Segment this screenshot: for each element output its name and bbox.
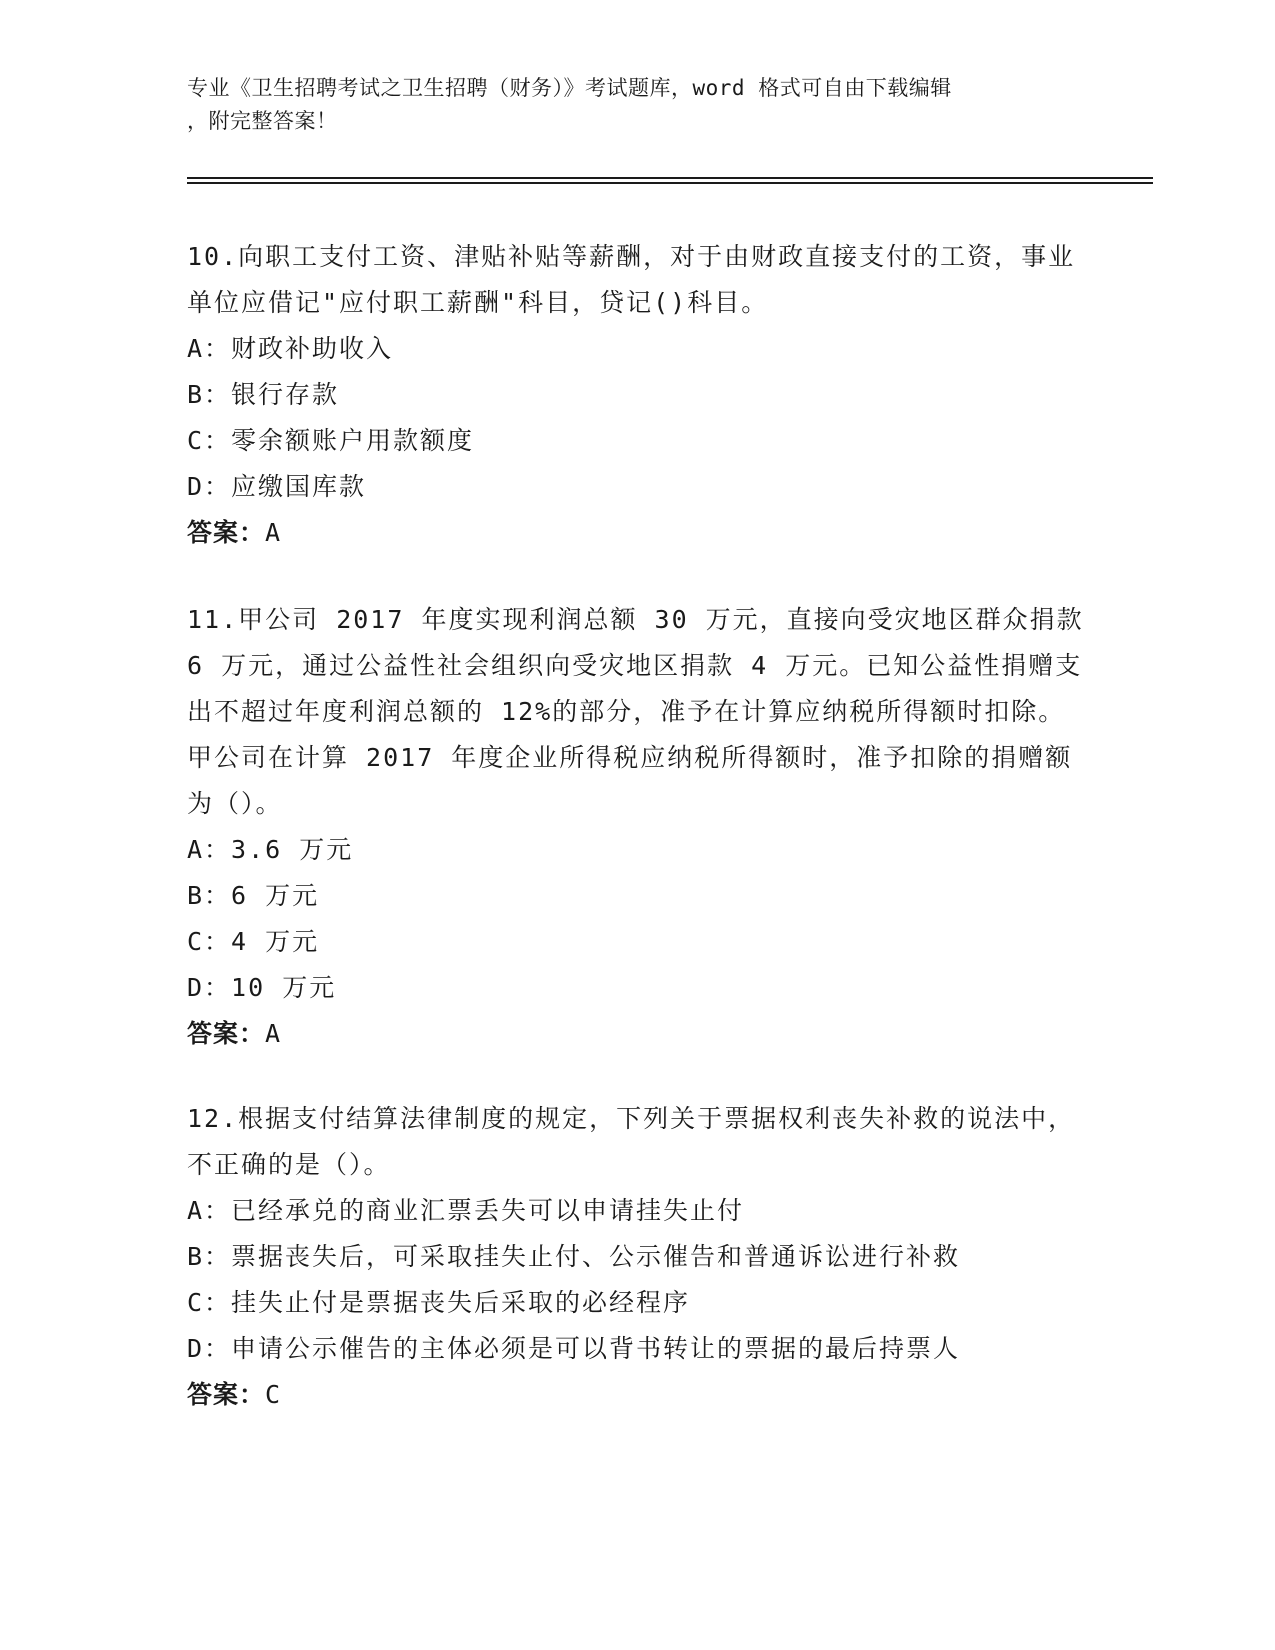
option-d: D：10 万元 — [187, 973, 337, 1002]
question-text: 12.根据支付结算法律制度的规定，下列关于票据权利丧失补救的说法中，不正确的是（）。 — [187, 1104, 1076, 1179]
option-a: A：3.6 万元 — [187, 835, 354, 864]
question-block — [187, 234, 1087, 556]
answer-value: A — [265, 1019, 282, 1048]
option-b: B：6 万元 — [187, 881, 320, 910]
answer-line — [187, 1372, 1087, 1418]
option-c: C：零余额账户用款额度 — [187, 426, 475, 455]
question-text: 11.甲公司 2017 年度实现利润总额 30 万元，直接向受灾地区群众捐款 6 万元，通过公益性社会组织向受灾地区捐款 4 万元。已知公益性捐赠支出不超过年度利润总额的 12%的部分，准予在计算应纳税所得额时扣除。甲公司在计算 2017 年度企业所得税应纳税所得额时，准予扣除的捐赠额为（）。 — [187, 605, 1084, 818]
question-block — [187, 1096, 1087, 1418]
option-d: D：申请公示催告的主体必须是可以背书转让的票据的最后持票人 — [187, 1334, 961, 1363]
answer-value: C — [265, 1380, 282, 1409]
answer-value: A — [265, 518, 282, 547]
option-b: B：票据丧失后，可采取挂失止付、公示催告和普通诉讼进行补救 — [187, 1242, 961, 1271]
answer-label: 答案： — [187, 518, 266, 547]
option-d: D：应缴国库款 — [187, 472, 367, 501]
question-block — [187, 597, 1087, 1057]
option-a: A：财政补助收入 — [187, 334, 394, 363]
header-divider-top — [187, 177, 1153, 179]
question-text: 10.向职工支付工资、津贴补贴等薪酬，对于由财政直接支付的工资，事业单位应借记"应付职工薪酬"科目，贷记()科目。 — [187, 242, 1076, 317]
answer-label: 答案： — [187, 1380, 266, 1409]
answer-line — [187, 510, 1087, 556]
option-b: B：银行存款 — [187, 380, 340, 409]
answer-label: 答案： — [187, 1019, 266, 1048]
document-header — [187, 72, 1087, 138]
header-divider-bottom — [187, 182, 1153, 184]
header-line-1: 专业《卫生招聘考试之卫生招聘（财务）》考试题库，word 格式可自由下载编辑 — [187, 76, 952, 100]
option-c: C：挂失止付是票据丧失后采取的必经程序 — [187, 1288, 691, 1317]
answer-line — [187, 1011, 1087, 1057]
option-a: A：已经承兑的商业汇票丢失可以申请挂失止付 — [187, 1196, 745, 1225]
option-c: C：4 万元 — [187, 927, 320, 956]
header-line-2: ，附完整答案！ — [187, 109, 338, 133]
